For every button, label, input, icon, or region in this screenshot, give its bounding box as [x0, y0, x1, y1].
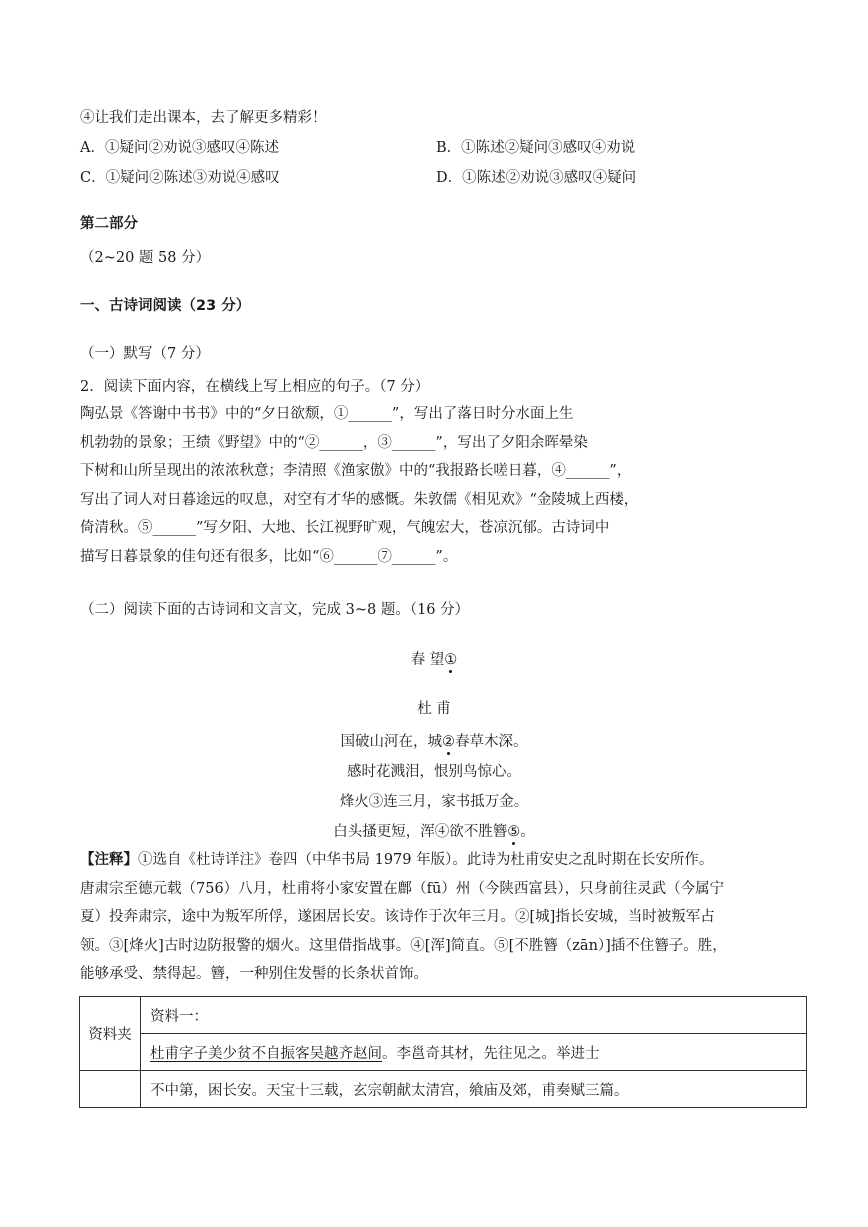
- table-row-2-rest: 。李邕奇其材，先往见之。举进士: [382, 1045, 600, 1062]
- poem-title-text: 春 望: [410, 652, 445, 668]
- part2-scope: （2~20 题 58 分）: [80, 250, 211, 266]
- q2-line: 写出了词人对日暮途远的叹息，对空有才华的感慨。朱敦儒《相见欢》“金陵城上西楼，: [80, 491, 639, 508]
- poem-line-2: 感时花溅泪，恨别鸟惊心。: [347, 764, 521, 780]
- part2-title: 第二部分: [80, 216, 138, 232]
- poem-line-3: 烽火③连三月，家书抵万金。: [339, 794, 529, 810]
- table-row-3: 不中第，困长安。天宝十三载，玄宗朝献太清宫，飨庙及郊，甫奏赋三篇。: [141, 1071, 807, 1108]
- poem-line-1: [0, 730, 868, 751]
- poem-line-4-b: 。: [520, 824, 535, 840]
- poem-title: [0, 648, 868, 669]
- notes-line: 领。③[烽火]古时边防报警的烟火。这里借指战事。④[浑]简直。⑤[不胜簪（zān）]插不住簪子。胜，: [80, 937, 727, 954]
- option-b: B．①陈述②疑问③感叹④劝说: [436, 140, 636, 156]
- q2-line: 倚清秋。⑤______”写夕阳、大地、长江视野旷观，气魄宏大，苍凉沉郁。古诗词中: [80, 520, 610, 536]
- poem-line-4-a: 白头搔更短，浑④欲不胜簪: [333, 824, 508, 840]
- notes-line: 唐肃宗至德元载（756）八月，杜甫将小家安置在鄜（fū）州（今陕西富县），只身前往灵武（今属宁: [80, 880, 725, 897]
- poem-title-note-mark: ①: [444, 652, 458, 668]
- notes-line: 夏）投奔肃宗，途中为叛军所俘，遂困居长安。该诗作于次年三月。②[城]指长安城，当时被叛军占: [80, 909, 715, 925]
- subsection-reading: （二）阅读下面的古诗词和文言文，完成 3~8 题。（16 分）: [80, 602, 470, 618]
- notes-label: 【注释】: [80, 852, 138, 868]
- q2-line: 机勃勃的景象；王绩《野望》中的“②______，③______”，写出了夕阳余晖晕染: [80, 434, 588, 451]
- q1-item4: ④让我们走出课本，去了解更多精彩！: [80, 110, 327, 126]
- q2-passage: [80, 400, 780, 571]
- option-c: C．①疑问②陈述③劝说④感叹: [80, 170, 280, 186]
- underlined-sentence: 杜甫字子美少贫不自振客吴越齐赵间: [150, 1045, 382, 1062]
- poem-author: 杜 甫: [417, 701, 451, 717]
- poem-line-4: [0, 820, 868, 841]
- table-row-1: 资料一：: [141, 997, 807, 1034]
- subsection-dictation: （一）默写（7 分）: [80, 346, 210, 362]
- table-row-2: [141, 1034, 807, 1071]
- q2-line: 下树和山所呈现出的浓浓秋意；李清照《渔家傲》中的“我报路长嗟日暮，④______”，: [80, 463, 632, 479]
- notes-line: 能够承受、禁得起。簪，一种别住发髻的长条状首饰。: [80, 966, 428, 982]
- option-a: A．①疑问②劝说③感叹④陈述: [80, 140, 279, 156]
- section1-title: 一、古诗词阅读（23 分）: [80, 298, 251, 314]
- poem-line-1-b: 春草木深。: [455, 734, 528, 750]
- poem-line-1-a: 国破山河在，城: [340, 734, 442, 750]
- table-label: 资料夹: [80, 997, 141, 1071]
- option-d: D．①陈述②劝说③感叹④疑问: [436, 170, 637, 186]
- reference-table: [79, 996, 807, 1108]
- poem-line-1-note-mark: ②: [442, 734, 455, 750]
- poem-line-4-note-mark: ⑤: [507, 824, 521, 840]
- q2-line: 描写日暮景象的佳句还有很多，比如“⑥______⑦______”。: [80, 548, 458, 565]
- q2-line: 陶弘景《答谢中书书》中的“夕日欲颓，①______”，写出了落日时分水面上生: [80, 406, 574, 422]
- table-label-empty: [80, 1071, 141, 1108]
- poem-notes: [80, 846, 820, 989]
- notes-line: ①选自《杜诗详注》卷四（中华书局 1979 年版）。此诗为杜甫安史之乱时期在长安所作。: [138, 852, 714, 868]
- q2-stem: 2．阅读下面内容，在横线上写上相应的句子。（7 分）: [80, 379, 430, 395]
